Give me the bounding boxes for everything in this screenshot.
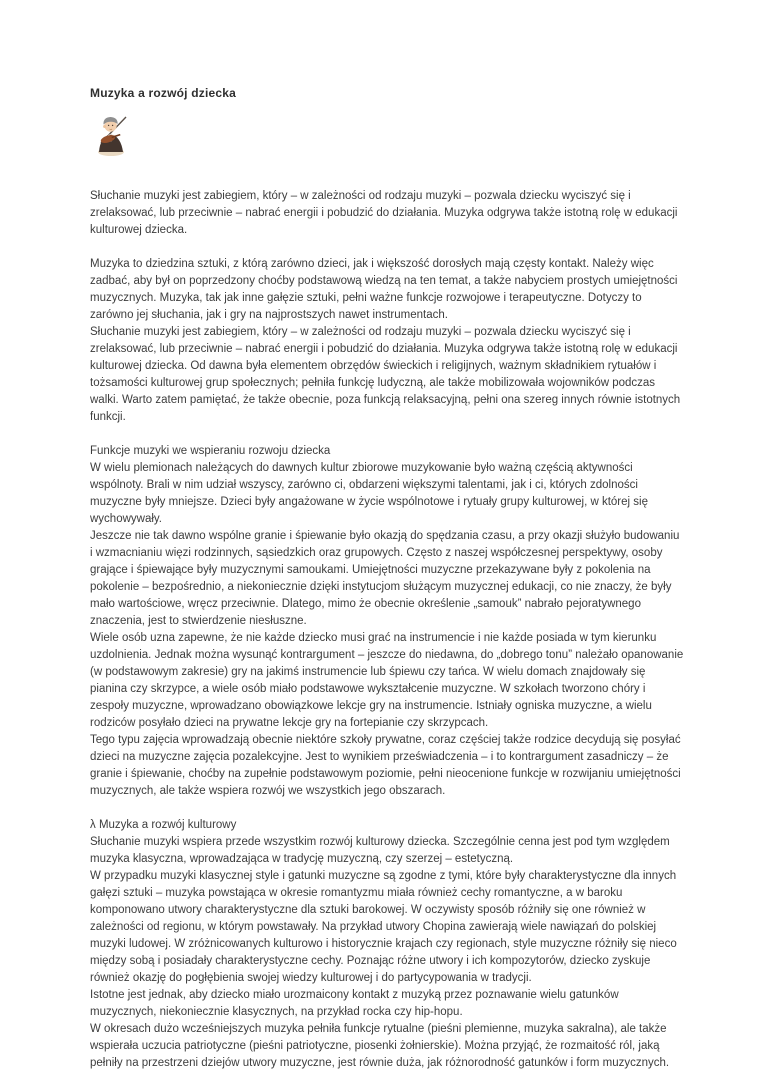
section-heading: λ Muzyka a rozwój kulturowy xyxy=(90,819,237,831)
section-heading: Funkcje muzyki we wspieraniu rozwoju dziecka xyxy=(90,445,331,457)
paragraph: Wiele osób uzna zapewne, że nie każde dziecko musi grać na instrumencie i nie każde posiada w tym kierunku uzdolnienia. Jednak można wysunąć kontrargument – jeszcze do niedawna, do „dobrego tonu” należało opanowanie (w podstawowym zakresie) gry na jakimś instrumencie lub śpiewu czy tańca. W wielu domach znajdowały się pianina czy skrzypce, a wiele osób miało podstawowe wykształcenie muzyczne. W szkołach tworzono chóry i zespoły muzyczne, wprowadzano obowiązkowe lekcje gry na instrumencie. Istniały ogniska muzyczne, a wielu rodziców posyłało dzieci na prywatne lekcje gry na fortepianie czy skrzypcach. xyxy=(90,632,684,729)
violinist-icon xyxy=(90,112,136,156)
overview-paragraph-block xyxy=(90,256,685,426)
paragraph: Muzyka to dziedzina sztuki, z którą zarówno dzieci, jak i większość dorosłych mają częsty kontakt. Należy więc zadbać, aby był on poprzedzony choćby podstawową wiedzą na ten temat, a także nabyciem prostych umiejętności muzycznych. Muzyka, tak jak inne gałęzie sztuki, pełni ważne funkcje rozwojowe i terapeutyczne. Dotyczy to zarówno jej słuchania, jak i gry na najprostszych nawet instrumentach. xyxy=(90,258,678,321)
page-title: Muzyka a rozwój dziecka xyxy=(90,86,236,100)
paragraph: W wielu plemionach należących do dawnych kultur zbiorowe muzykowanie było ważną częścią aktywności wspólnoty. Brali w nim udział wszyscy, zarówno ci, obdarzeni większymi talentami, jak i ci, których zdolności muzyczne były mniejsze. Dzieci były angażowane w życie wspólnotowe i rytuały grupy kulturowej, w której się wychowywały. xyxy=(90,462,648,525)
paragraph: Jeszcze nie tak dawno wspólne granie i śpiewanie było okazją do spędzania czasu, a przy okazji służyło budowaniu i wzmacnianiu więzi rodzinnych, sąsiedzkich oraz grupowych. Często z naszej współczesnej perspektywy, osoby grające i śpiewające były muzycznymi samoukami. Umiejętności muzyczne przekazywane były z pokolenia na pokolenie – bezpośrednio, a niekoniecznie dzięki instytucjom służącym muzycznej edukacji, co nie znaczy, że były mało wartościowe, wręcz przeciwnie. Dlatego, mimo że obecnie określenie „samouk” nabrało pejoratywnego znaczenia, jest to stwierdzenie niesłuszne. xyxy=(90,530,680,627)
intro-paragraph-block xyxy=(90,188,685,239)
paragraph: Istotne jest jednak, aby dziecko miało urozmaicony kontakt z muzyką przez poznawanie wielu gatunków muzycznych, niekoniecznie klasycznych, na przykład rocka czy hip-hopu. xyxy=(90,989,619,1018)
paragraph: Tego typu zajęcia wprowadzają obecnie niektóre szkoły prywatne, coraz częściej także rodzice decydują się posyłać dzieci na muzyczne zajęcia pozalekcyjne. Jest to wynikiem przeświadczenia – i to kontrargument zasadniczy – że granie i śpiewanie, choćby na zupełnie podstawowym poziomie, pełni nieocenione funkcje w rozwijaniu umiejętności muzycznych, ale także wspiera rozwój we wszystkich jego obszarach. xyxy=(90,734,681,797)
paragraph: W okresach dużo wcześniejszych muzyka pełniła funkcje rytualne (pieśni plemienne, muzyka sakralna), ale także wspierała uczucia patriotyczne (pieśni patriotyczne, piosenki żołnierskie). Można przyjąć, że rozmaitość ról, jaką pełniły na przestrzeni dziejów utwory muzyczne, jest równie duża, jak różnorodność gatunków i form muzycznych. xyxy=(90,1023,670,1069)
section-functions-of-music xyxy=(90,443,685,800)
paragraph: W przypadku muzyki klasycznej style i gatunki muzyczne są zgodne z tymi, które były charakterystyczne dla innych gałęzi sztuki – muzyka powstająca w okresie romantyzmu miała również cechy romantyczne, a w baroku komponowano utwory charakterystyczne dla sztuki barokowej. W oczywisty sposób różniły się one również w zależności od regionu, w którym powstawały. Na przykład utwory Chopina zawierają wiele nawiązań do polskiej muzyki ludowej. W zróżnicowanych kulturowo i historycznie krajach czy regionach, style muzyczne różniły się nieco między sobą i posiadały charakterystyczne cechy. Poznając różne utwory i ich kompozytorów, dziecko zyskuje również okazję do pogłębienia swojej wiedzy kulturowej i do partycypowania w tradycji. xyxy=(90,870,677,984)
section-music-and-cultural-development xyxy=(90,817,685,1072)
paragraph: Słuchanie muzyki wspiera przede wszystkim rozwój kulturowy dziecka. Szczególnie cenna jest pod tym względem muzyka klasyczna, wprowadzająca w tradycję muzyczną, czy szerzej – estetyczną. xyxy=(90,836,670,865)
paragraph: Słuchanie muzyki jest zabiegiem, który – w zależności od rodzaju muzyki – pozwala dziecku wyciszyć się i zrelaksować, lub przeciwnie – nabrać energii i pobudzić do działania. Muzyka odgrywa także istotną rolę w edukacji kulturowej dziecka. Od dawna była elementem obrzędów świeckich i religijnych, ważnym składnikiem rytuałów i tożsamości kulturowej grup społecznych; pełniła funkcję ludyczną, ale także mobilizowała wojowników podczas walki. Warto zatem pamiętać, że także obecnie, poza funkcją relaksacyjną, pełni ona szereg innych równie istotnych funkcji. xyxy=(90,326,681,423)
violinist-clipart-image xyxy=(90,112,136,156)
paragraph: Słuchanie muzyki jest zabiegiem, który – w zależności od rodzaju muzyki – pozwala dziecku wyciszyć się i zrelaksować, lub przeciwnie – nabrać energii i pobudzić do działania. Muzyka odgrywa także istotną rolę w edukacji kulturowej dziecka. xyxy=(90,190,678,236)
